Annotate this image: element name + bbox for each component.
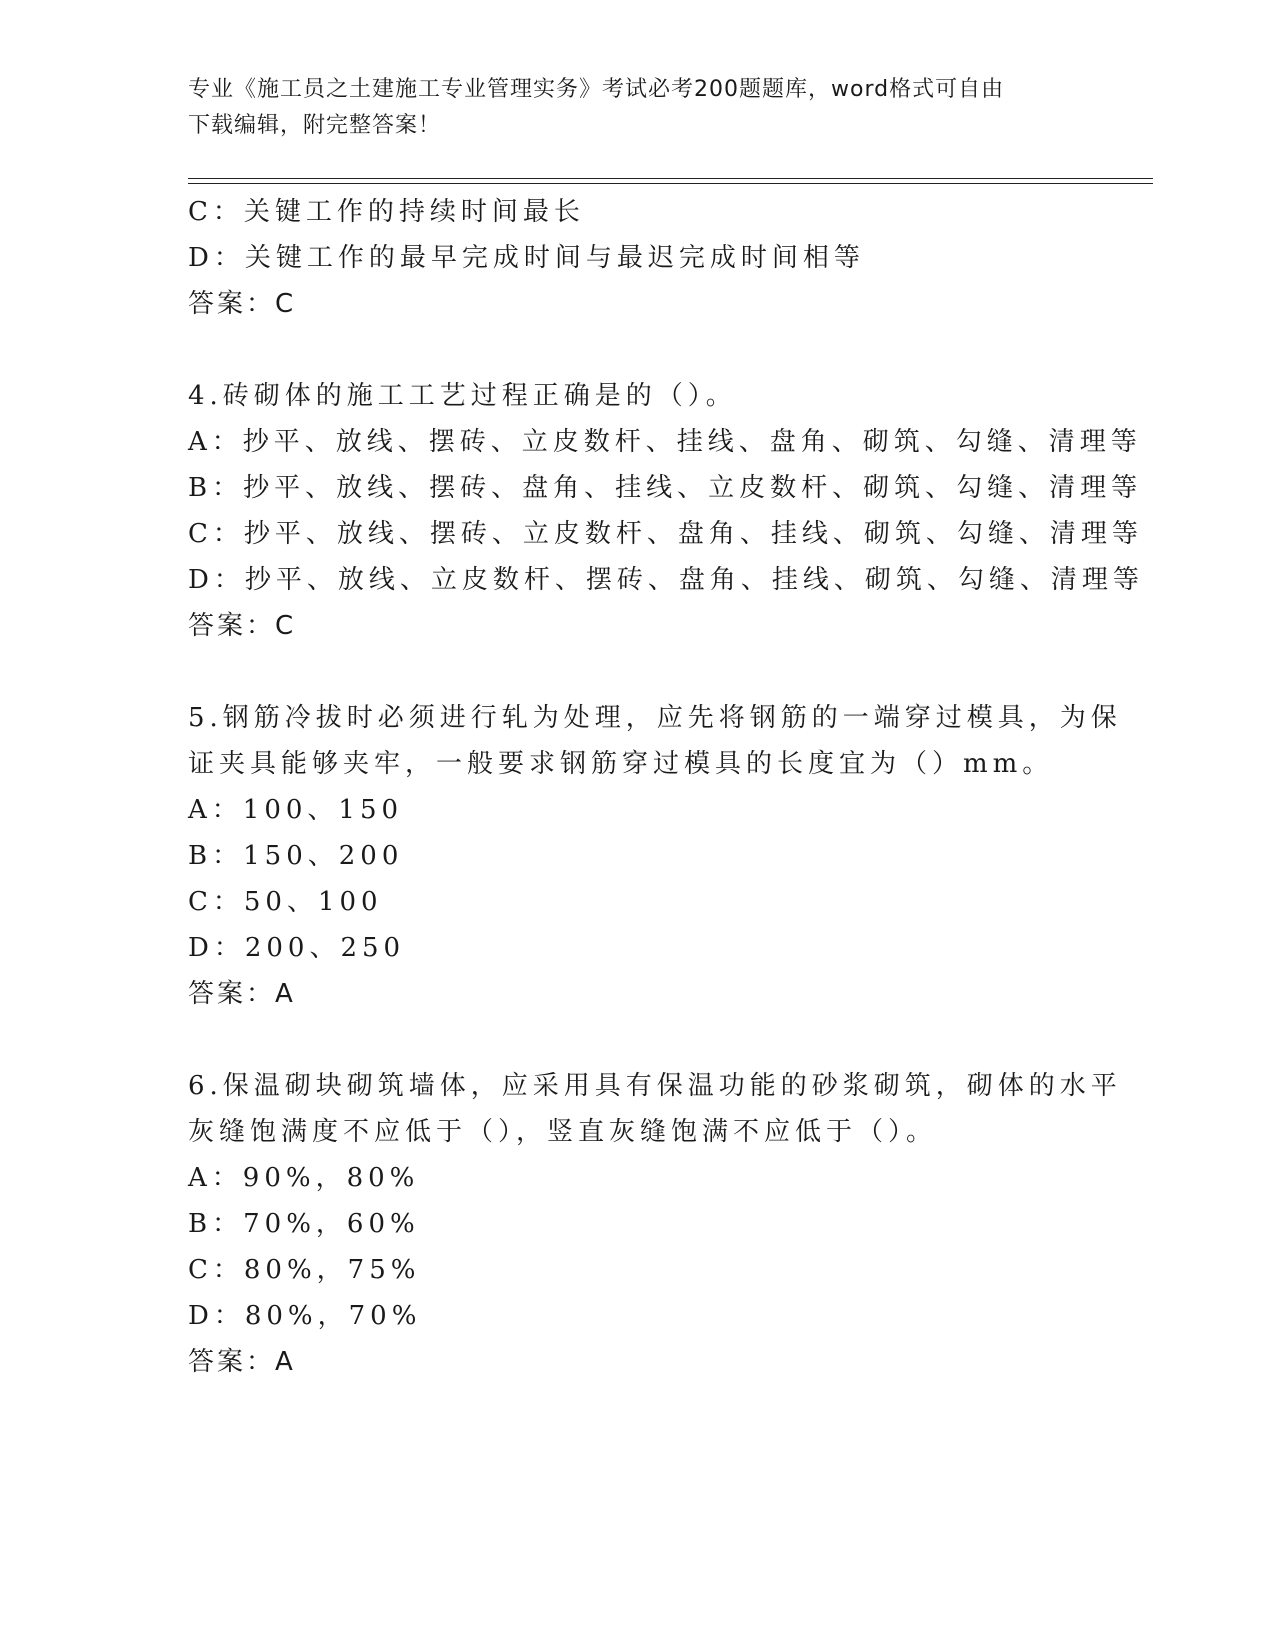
option-b: B：70%，60% — [188, 1209, 420, 1239]
answer-line: 答案：C — [188, 611, 297, 641]
header-divider-top — [188, 178, 1153, 179]
spacer — [188, 1017, 1148, 1063]
option-d: D：200、250 — [188, 933, 406, 963]
header-line-1: 专业《施工员之土建施工专业管理实务》考试必考200题题库，word格式可自由 — [188, 77, 1005, 102]
answer-line: 答案：C — [188, 289, 297, 319]
header-divider-bottom — [188, 183, 1153, 184]
option-c: C：抄平、放线、摆砖、立皮数杆、盘角、挂线、砌筑、勾缝、清理等 — [188, 519, 1143, 549]
option-a: A：90%，80% — [188, 1163, 420, 1193]
option-d: D：抄平、放线、立皮数杆、摆砖、盘角、挂线、砌筑、勾缝、清理等 — [188, 565, 1144, 595]
question-stem-line-1: 5.钢筋冷拔时必须进行轧为处理，应先将钢筋的一端穿过模具，为保 — [188, 703, 1122, 733]
question-5 — [188, 695, 1148, 1017]
option-c: C：50、100 — [188, 887, 383, 917]
option-d: D：80%，70% — [188, 1301, 422, 1331]
question-content — [188, 189, 1148, 1385]
question-stem: 4.砖砌体的施工工艺过程正确是的（）。 — [188, 381, 737, 411]
spacer — [188, 327, 1148, 373]
option-a: A：抄平、放线、摆砖、立皮数杆、挂线、盘角、砌筑、勾缝、清理等 — [188, 427, 1142, 457]
option-d: D：关键工作的最早完成时间与最迟完成时间相等 — [188, 243, 865, 273]
question-stem-line-2: 证夹具能够夹牢，一般要求钢筋穿过模具的长度宜为（）mm。 — [188, 749, 1054, 779]
document-header — [188, 72, 1088, 144]
question-stem-line-1: 6.保温砌块砌筑墙体，应采用具有保温功能的砂浆砌筑，砌体的水平 — [188, 1071, 1122, 1101]
question-4 — [188, 373, 1148, 649]
header-line-2: 下载编辑，附完整答案！ — [188, 113, 442, 138]
question-stem-line-2: 灰缝饱满度不应低于（），竖直灰缝饱满不应低于（）。 — [188, 1117, 938, 1147]
question-3-tail — [188, 189, 1148, 327]
option-b: B：150、200 — [188, 841, 404, 871]
option-b: B：抄平、放线、摆砖、盘角、挂线、立皮数杆、砌筑、勾缝、清理等 — [188, 473, 1143, 503]
answer-line: 答案：A — [188, 979, 296, 1009]
answer-line: 答案：A — [188, 1347, 296, 1377]
option-a: A：100、150 — [188, 795, 404, 825]
option-c: C：80%，75% — [188, 1255, 421, 1285]
option-c: C：关键工作的持续时间最长 — [188, 197, 585, 227]
spacer — [188, 649, 1148, 695]
question-6 — [188, 1063, 1148, 1385]
